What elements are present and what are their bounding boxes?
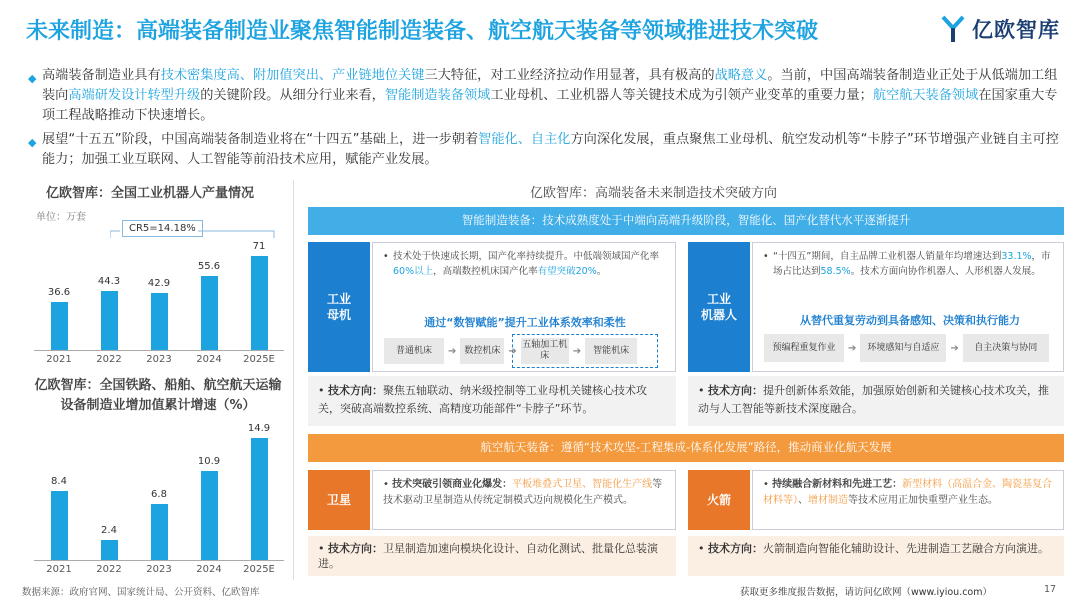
right-panel-title: 亿欧智库：高端装备未来制造技术突破方向 <box>530 186 778 201</box>
x-tick-label: 2024 <box>196 564 222 575</box>
bar-value-label: 36.6 <box>47 286 71 298</box>
bar <box>151 293 168 350</box>
bullet-paragraph-1: ◆ 高端装备制造业具有技术密集度高、附加值突出、产业链地位关键三大特征，对工业经济拉动作用显著，具有极高的战略意义。当前，中国高端装备制造业正处于从低端加工组装向高端研发设计转型升级的关键阶段。从细分行业来看，智能制造装备领域工业母机、工业机器人等关键技术成为引领产业变革的重要力量；航空航天装备领域在国家重大专项工程战略推动下快速增长。 <box>28 68 1058 123</box>
bar <box>251 256 268 350</box>
machine-tool-flow <box>384 338 637 364</box>
rocket-direction: • 技术方向：火箭制造向智能化辅助设计、先进制造工艺融合方向演进。 <box>688 536 1064 576</box>
arrow-right-icon: ➔ <box>508 345 517 357</box>
category-satellite: 卫星 <box>308 470 370 530</box>
category-machine-tool: 工业 母机 <box>308 242 370 372</box>
x-tick-label: 2025E <box>243 354 275 365</box>
bar <box>51 491 68 560</box>
category-rocket: 火箭 <box>688 470 750 530</box>
x-tick-label: 2022 <box>96 564 122 575</box>
chart1-title: 亿欧智库：全国工业机器人产量情况 <box>46 186 255 201</box>
arrow-right-icon: ➔ <box>848 342 857 354</box>
bar-value-label: 8.4 <box>51 476 67 488</box>
bar-value-label: 14.9 <box>247 423 271 434</box>
category-robot: 工业 机器人 <box>688 242 750 372</box>
robot-flow-title: 从替代重复劳动到具备感知、决策和执行能力 <box>800 314 1020 327</box>
flow-step: 普通机床 <box>384 338 444 364</box>
bar <box>101 540 118 560</box>
cr5-bracket <box>110 229 275 239</box>
band-smart-manufacturing: 智能制造装备：技术成熟度处于中端向高端升级阶段，智能化、国产化替代水平逐渐提升 <box>308 207 1064 235</box>
flow-step: 五轴加工机床 <box>521 338 569 364</box>
bar-value-label: 44.3 <box>97 276 121 288</box>
flow-step: 数控机床 <box>460 338 504 364</box>
robot-direction: • 技术方向：提升创新体系效能，加强原始创新和关键核心技术攻关，推动与人工智能等新技术深度融合。 <box>688 376 1064 426</box>
flow-step: 环境感知与自适应 <box>860 334 946 362</box>
robot-flow <box>764 334 1049 362</box>
brand-logo <box>940 14 1060 44</box>
bar-value-label: 2.4 <box>101 525 117 537</box>
machine-tool-summary: • 技术处于快速成长期，国产化率持续提升。中低端领域国产化率60%以上，高端数控机床国产化率有望突破20%。 <box>383 251 660 277</box>
page-title: 未来制造：高端装备制造业聚焦智能制造装备、航空航天装备等领域推进技术突破 <box>26 19 819 44</box>
bar <box>151 504 168 560</box>
x-tick-label: 2025E <box>243 564 275 575</box>
arrow-right-icon: ➔ <box>572 345 582 357</box>
bar-value-label: 55.6 <box>197 261 221 273</box>
section-divider <box>293 180 294 580</box>
bar-value-label: 10.9 <box>197 455 221 467</box>
logo-mark-icon <box>940 14 966 44</box>
bar <box>251 438 268 560</box>
robot-summary: • “十四五”期间，自主品牌工业机器人销量年均增速达到33.1%，市场占比达到58.5%。技术方面向协作机器人、人形机器人发展。 <box>763 251 1051 277</box>
logo-text: 亿欧智库 <box>972 18 1060 42</box>
diamond-bullet-icon: ◆ <box>28 136 37 149</box>
x-axis <box>34 560 284 561</box>
diamond-bullet-icon: ◆ <box>28 72 37 85</box>
cr5-badge: CR5=14.18% <box>122 220 203 237</box>
satellite-direction: • 技术方向：卫星制造加速向模块化设计、自动化测试、批量化总装演进。 <box>308 536 676 576</box>
machine-tool-direction: • 技术方向：聚焦五轴联动、纳米级控制等工业母机关键核心技术攻关，突破高端数控系统、高精度功能部件“卡脖子”环节。 <box>308 376 676 426</box>
bar <box>201 471 218 560</box>
chart1-unit: 单位：万套 <box>36 212 86 223</box>
bar <box>101 291 118 350</box>
satellite-card: • 技术突破引领商业化爆发：平板堆叠式卫星、智能化生产线等技术驱动卫星制造从传统定制模式迈向规模化生产模式。 <box>372 470 676 530</box>
bar-value-label: 42.9 <box>147 278 171 290</box>
x-tick-label: 2021 <box>46 354 72 365</box>
flow-step: 自主决策与协同 <box>963 334 1049 362</box>
x-tick-label: 2022 <box>96 354 122 365</box>
x-tick-label: 2021 <box>46 564 72 575</box>
chart2-title: 亿欧智库：全国铁路、船舶、航空航天运输 设备制造业增加值累计增速（%） <box>34 378 282 413</box>
rocket-card: • 持续融合新材料和先进工艺：新型材料（高温合金、陶瓷基复合材料等）、增材制造等技术应用正加快重塑产业生态。 <box>752 470 1064 530</box>
footer-link[interactable]: 获取更多维度报告数据，请访问亿欧网（www.iyiou.com） <box>740 587 993 598</box>
x-axis <box>34 350 284 351</box>
x-tick-label: 2023 <box>146 564 172 575</box>
bar-value-label: 6.8 <box>151 489 167 501</box>
bar-value-label: 71 <box>252 241 266 252</box>
band-aerospace: 航空航天装备：遵循“技术攻坚-工程集成-体系化发展”路径，推动商业化航天发展 <box>308 434 1064 462</box>
bar <box>51 302 68 350</box>
bar <box>201 276 218 350</box>
arrow-right-icon: ➔ <box>448 345 457 357</box>
flow-step: 智能机床 <box>585 338 637 364</box>
page-number: 17 <box>1044 584 1057 595</box>
bullet-paragraph-2: ◆ 展望“十五五”阶段，中国高端装备制造业将在“十四五”基础上，进一步朝着智能化、自主化方向深化发展，重点聚焦工业母机、航空发动机等“卡脖子”环节增强产业链自主可控能力；加强工业互联网、人工智能等前沿技术应用，赋能产业发展。 <box>28 132 1059 167</box>
machine-tool-flow-title: 通过“数智赋能”提升工业体系效率和柔性 <box>424 316 626 329</box>
flow-step: 预编程重复作业 <box>764 334 844 362</box>
footer-source: 数据来源：政府官网、国家统计局、公开资料、亿欧智库 <box>22 587 260 598</box>
arrow-right-icon: ➔ <box>950 342 959 354</box>
x-tick-label: 2023 <box>146 354 172 365</box>
x-tick-label: 2024 <box>196 354 222 365</box>
